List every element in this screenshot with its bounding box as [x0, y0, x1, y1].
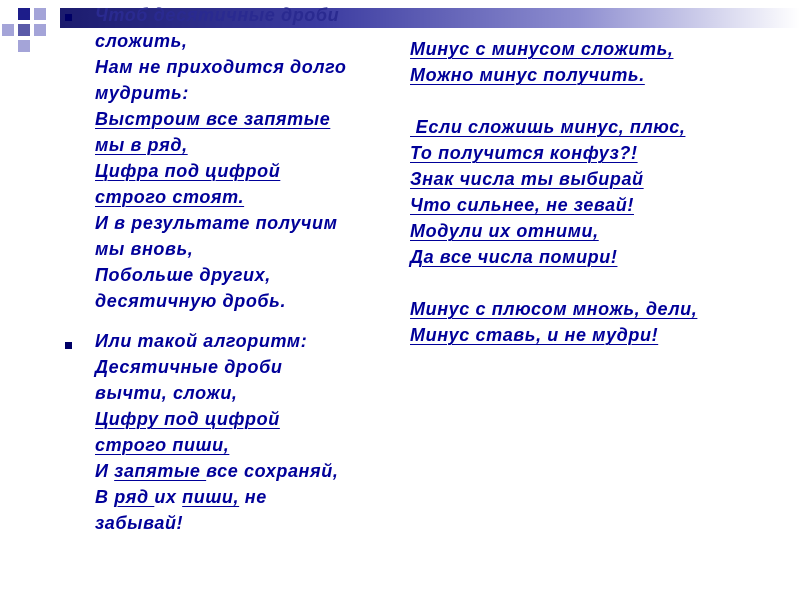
- underlined-word: запятые: [114, 461, 207, 481]
- decorative-square: [2, 24, 14, 36]
- verse-line-underlined: строго стоят.: [95, 187, 245, 207]
- verse-line-underlined: Минус ставь, и не мудри!: [410, 325, 659, 345]
- decorative-square: [34, 24, 46, 36]
- verse-line-underlined: Модули их отними,: [410, 221, 599, 241]
- underlined-word: ряд: [114, 487, 155, 507]
- decorative-square: [18, 24, 30, 36]
- bullet-icon: [65, 342, 72, 349]
- verse-line: И в результате получим: [95, 213, 338, 233]
- verse-block-3: [410, 36, 790, 348]
- verse-line-underlined: мы в ряд,: [95, 135, 188, 155]
- verse-line: десятичную дробь.: [95, 291, 287, 311]
- verse-line: Нам не приходится долго: [95, 57, 347, 77]
- verse-block-2: [95, 328, 395, 536]
- text-segment: все сохраняй,: [206, 461, 339, 481]
- verse-line-underlined: Цифра под цифрой: [95, 161, 281, 181]
- verse-line: Десятичные дроби: [95, 357, 283, 377]
- decorative-square: [18, 8, 30, 20]
- bullet-icon: [65, 14, 72, 21]
- verse-line: [95, 458, 395, 484]
- verse-line: вычти, сложи,: [95, 383, 238, 403]
- verse-line: забывай!: [95, 513, 184, 533]
- verse-line-underlined: Цифру под цифрой: [95, 409, 280, 429]
- verse-line: [95, 484, 395, 510]
- verse-line: Чтоб десятичные дроби: [95, 5, 340, 25]
- text-segment: не: [239, 487, 267, 507]
- verse-line-underlined: Можно минус получить.: [410, 65, 645, 85]
- verse-line-underlined: Минус с минусом сложить,: [410, 39, 674, 59]
- verse-line-underlined: Что сильнее, не зевай!: [410, 195, 634, 215]
- verse-line: мы вновь,: [95, 239, 194, 259]
- text-segment: В: [95, 487, 115, 507]
- blank-line: [410, 88, 790, 114]
- decorative-square: [34, 8, 46, 20]
- verse-line: сложить,: [95, 31, 188, 51]
- decorative-square: [18, 40, 30, 52]
- blank-line: [410, 270, 790, 296]
- verse-line-underlined: То получится конфуз?!: [410, 143, 638, 163]
- verse-line: Или такой алгоритм:: [95, 331, 308, 351]
- text-segment: их: [154, 487, 183, 507]
- verse-line-underlined: Минус с плюсом множь, дели,: [410, 299, 698, 319]
- verse-line-underlined: строго пиши,: [95, 435, 230, 455]
- underlined-word: пиши,: [182, 487, 240, 507]
- verse-line-underlined: Да все числа помири!: [410, 247, 618, 267]
- verse-block-1: [95, 2, 395, 314]
- verse-line-underlined: Выстроим все запятые: [95, 109, 331, 129]
- verse-line-underlined: Если сложишь минус, плюс,: [410, 117, 686, 137]
- verse-line: Побольше других,: [95, 265, 271, 285]
- verse-line: мудрить:: [95, 83, 189, 103]
- text-segment: И: [95, 461, 115, 481]
- verse-line-underlined: Знак числа ты выбирай: [410, 169, 644, 189]
